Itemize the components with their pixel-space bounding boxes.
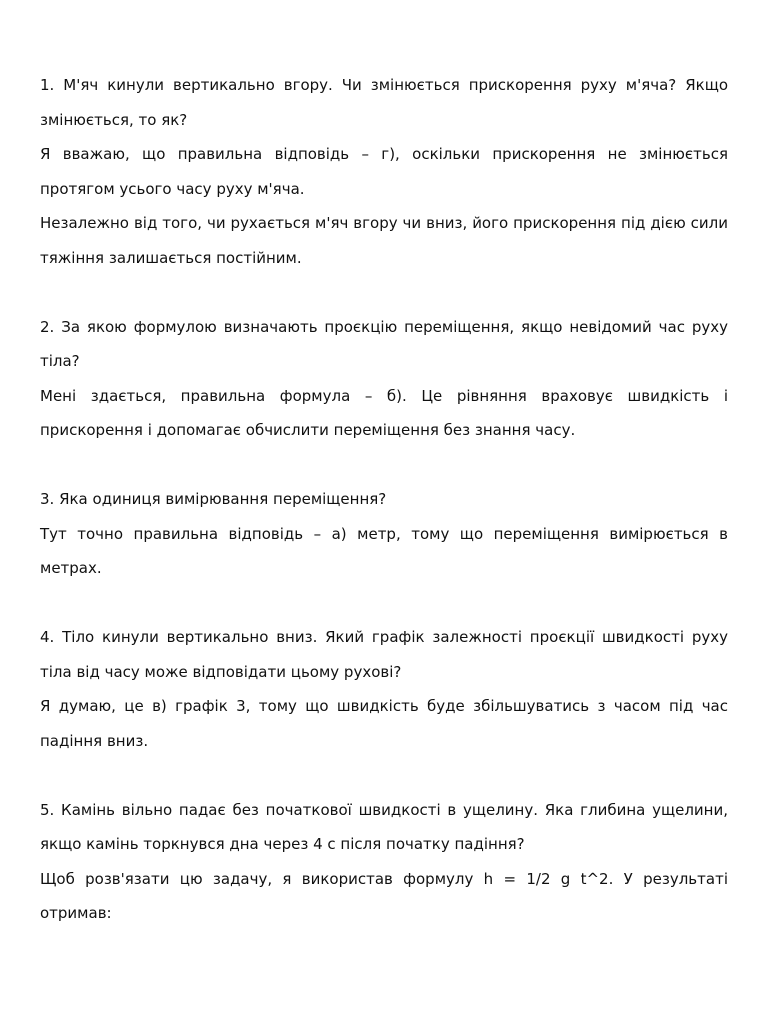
answer-2-paragraph-1: Мені здається, правильна формула – б). Це рівняння враховує швидкість і прискорення і допомагає обчислити переміщення без знання часу.	[40, 386, 728, 439]
answer-1-paragraph-2: Незалежно від того, чи рухається м'яч вгору чи вниз, його прискорення під дією сили тяжіння залишається постійним.	[40, 214, 728, 267]
answer-5-paragraph-1: Щоб розв'язати цю задачу, я використав формулу h = 1/2 g t^2. У результаті отримав:	[40, 869, 728, 922]
question-4: 4. Тіло кинули вертикально вниз. Який графік залежності проєкції швидкості руху тіла від часу може відповідати цьому рухові?	[40, 628, 728, 681]
answer-3-paragraph-1: Тут точно правильна відповідь – а) метр, тому що переміщення вимірюється в метрах.	[40, 524, 728, 577]
question-3: 3. Яка одиниця вимірювання переміщення?	[40, 490, 387, 508]
section-gap	[40, 448, 728, 483]
question-1: 1. М'яч кинули вертикально вгору. Чи змінюється прискорення руху м'яча? Якщо змінюється, то як?	[40, 76, 728, 129]
question-5: 5. Камінь вільно падає без початкової швидкості в ущелину. Яка глибина ущелини, якщо камінь торкнувся дна через 4 с після початку падіння?	[40, 800, 728, 853]
answer-1-paragraph-1: Я вважаю, що правильна відповідь – г), оскільки прискорення не змінюється протягом усього часу руху м'яча.	[40, 145, 728, 198]
section-gap	[40, 758, 728, 793]
answer-4-paragraph-1: Я думаю, це в) графік 3, тому що швидкість буде збільшуватись з часом під час падіння вниз.	[40, 697, 728, 750]
section-gap	[40, 275, 728, 310]
document-page	[40, 68, 728, 931]
question-2: 2. За якою формулою визначають проєкцію переміщення, якщо невідомий час руху тіла?	[40, 317, 728, 370]
section-gap	[40, 586, 728, 621]
